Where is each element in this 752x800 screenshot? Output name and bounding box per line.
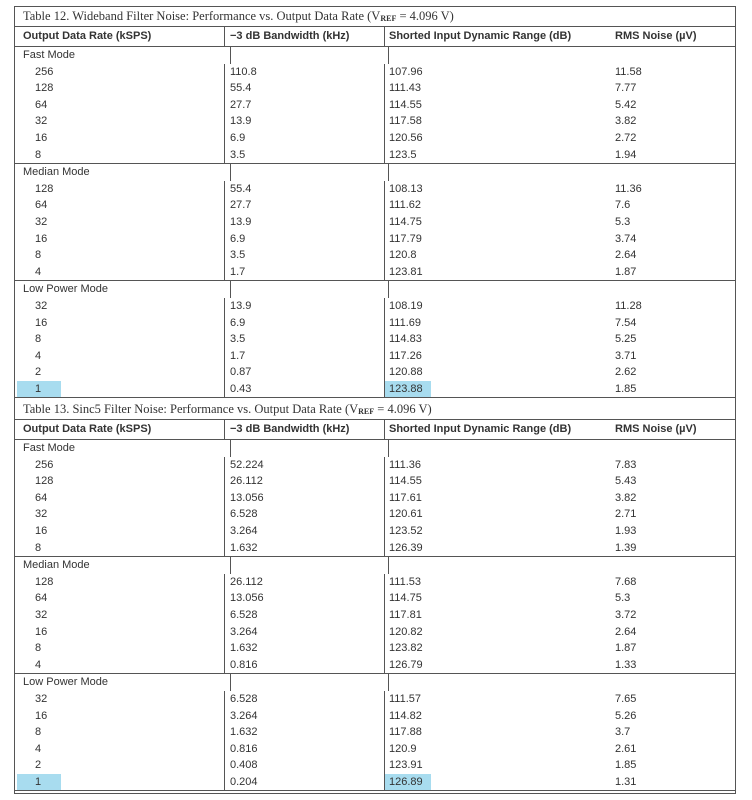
empty-cell: [389, 440, 616, 457]
mode-group: [15, 281, 735, 398]
bandwidth-cell: 6.528: [225, 506, 385, 523]
table-row: [15, 624, 735, 641]
rate-cell: 4: [15, 348, 225, 365]
bandwidth-cell: 6.528: [225, 691, 385, 708]
rate-cell: 8: [15, 247, 225, 264]
rate-cell: 16: [15, 624, 225, 641]
dynamic-range-cell: 123.81: [389, 265, 423, 278]
empty-cell: [389, 557, 616, 574]
mode-label: Fast Mode: [15, 47, 231, 64]
rms-noise-cell: 1.39: [615, 541, 637, 554]
rate-cell: 64: [15, 97, 225, 114]
table-row: [15, 473, 735, 490]
bandwidth-cell: 1.632: [225, 540, 385, 557]
rms-noise-cell: 2.72: [615, 131, 637, 144]
dynamic-range-cell: 123.52: [389, 524, 423, 537]
highlighted-value: 126.89: [385, 774, 431, 791]
rate-cell: 128: [15, 80, 225, 97]
highlighted-value: 1: [17, 774, 61, 791]
rate-cell: 64: [15, 590, 225, 607]
table-row: [15, 348, 735, 365]
rate-cell: 8: [15, 331, 225, 348]
bandwidth-cell: 13.056: [225, 490, 385, 507]
caption-subscript: REF: [358, 407, 375, 416]
bandwidth-cell: 3.5: [225, 331, 385, 348]
rate-cell: 2: [15, 757, 225, 774]
dynamic-range-cell: 126.39: [389, 541, 423, 554]
table-row: [15, 757, 735, 774]
mode-group: [15, 440, 735, 557]
table-row: [15, 607, 735, 624]
rate-cell: 128: [15, 574, 225, 591]
bandwidth-cell: 6.528: [225, 607, 385, 624]
rms-noise-cell: 1.33: [615, 658, 637, 671]
table-row: [15, 80, 735, 97]
empty-cell: [389, 674, 616, 691]
bandwidth-cell: 13.9: [225, 113, 385, 130]
rms-noise-cell: 7.65: [615, 692, 637, 705]
rate-cell: 64: [15, 197, 225, 214]
rms-noise-cell: 2.71: [615, 508, 637, 521]
rms-noise-cell: 3.72: [615, 608, 637, 621]
rms-noise-cell: 11.58: [615, 65, 642, 78]
table-caption: [15, 399, 735, 419]
rms-noise-cell: 3.7: [615, 726, 631, 739]
empty-cell: [389, 281, 616, 298]
rate-cell: 32: [15, 214, 225, 231]
rate-cell: 32: [15, 506, 225, 523]
dynamic-range-cell: 120.9: [389, 742, 417, 755]
bandwidth-cell: 3.5: [225, 247, 385, 264]
dynamic-range-cell: 120.88: [389, 366, 423, 379]
rms-noise-cell: 1.87: [615, 265, 637, 278]
empty-cell: [231, 674, 389, 691]
dynamic-range-cell: 111.62: [389, 199, 422, 212]
mode-label: Median Mode: [15, 164, 231, 181]
dynamic-range-cell: 120.82: [389, 625, 423, 638]
rate-cell: 2: [15, 364, 225, 381]
bandwidth-cell: 0.43: [225, 381, 385, 398]
empty-cell: [617, 164, 735, 181]
rate-cell: 32: [15, 298, 225, 315]
empty-cell: [389, 164, 616, 181]
rate-cell: [15, 774, 225, 791]
table-row: [15, 540, 735, 557]
bandwidth-cell: 0.87: [225, 364, 385, 381]
bandwidth-cell: 3.264: [225, 708, 385, 725]
empty-cell: [617, 557, 735, 574]
bandwidth-cell: 13.9: [225, 214, 385, 231]
caption-suffix: = 4.096 V): [396, 9, 454, 23]
dynamic-range-cell: 114.75: [389, 592, 422, 605]
rms-noise-cell: 7.77: [615, 82, 637, 95]
rms-noise-cell: 1.85: [615, 382, 637, 395]
rms-noise-cell: 5.43: [615, 475, 637, 488]
bandwidth-cell: 1.632: [225, 724, 385, 741]
table-row: [15, 214, 735, 231]
bandwidth-cell: 6.9: [225, 315, 385, 332]
empty-cell: [617, 47, 735, 64]
dynamic-range-cell: 123.91: [389, 759, 423, 772]
rms-noise-cell: 3.82: [615, 115, 637, 128]
rms-noise-cell: 7.83: [615, 458, 637, 471]
rate-cell: 8: [15, 724, 225, 741]
rate-cell: [15, 381, 225, 398]
empty-cell: [617, 440, 735, 457]
dynamic-range-cell: [385, 381, 615, 398]
dynamic-range-cell: 111.36: [389, 458, 422, 471]
caption-text: Table 12. Wideband Filter Noise: Performance vs. Output Data Rate (V: [23, 9, 381, 23]
table-row: [15, 231, 735, 248]
column-header: −3 dB Bandwidth (kHz): [225, 27, 385, 46]
bandwidth-cell: 27.7: [225, 97, 385, 114]
bandwidth-cell: 26.112: [225, 574, 385, 591]
table-row: [15, 113, 735, 130]
rate-cell: 16: [15, 708, 225, 725]
rate-cell: 16: [15, 231, 225, 248]
dynamic-range-cell: 111.69: [389, 316, 422, 329]
table-row: [15, 574, 735, 591]
rms-noise-cell: 7.6: [615, 199, 631, 212]
mode-group: [15, 164, 735, 281]
bandwidth-cell: 55.4: [225, 80, 385, 97]
dynamic-range-cell: 117.58: [389, 115, 422, 128]
dynamic-range-cell: 117.81: [389, 608, 422, 621]
rms-noise-cell: 11.28: [615, 299, 642, 312]
dynamic-range-cell: 117.79: [389, 232, 422, 245]
column-header: Shorted Input Dynamic Range (dB): [389, 423, 572, 435]
table-row: [15, 130, 735, 147]
table-row: [15, 657, 735, 674]
table-row: [15, 181, 735, 198]
rate-cell: 8: [15, 640, 225, 657]
rms-noise-cell: 2.61: [615, 742, 637, 755]
empty-cell: [617, 674, 735, 691]
rms-noise-cell: 2.62: [615, 366, 637, 379]
dynamic-range-cell: 108.13: [389, 182, 423, 195]
empty-cell: [617, 281, 735, 298]
bandwidth-cell: 1.632: [225, 640, 385, 657]
rate-cell: 32: [15, 691, 225, 708]
table-row: [15, 691, 735, 708]
rate-cell: 8: [15, 147, 225, 164]
dynamic-range-cell: 123.82: [389, 642, 423, 655]
dynamic-range-cell: 111.53: [389, 575, 422, 588]
highlighted-value: 1: [17, 381, 61, 398]
table-row: [15, 774, 735, 791]
rate-cell: 4: [15, 741, 225, 758]
table-row: [15, 197, 735, 214]
dynamic-range-cell: 114.83: [389, 333, 422, 346]
table-row: [15, 247, 735, 264]
table-row: [15, 97, 735, 114]
column-header: RMS Noise (µV): [615, 423, 697, 435]
empty-cell: [231, 440, 389, 457]
empty-cell: [389, 47, 616, 64]
rms-noise-cell: 1.93: [615, 524, 637, 537]
rms-noise-cell: 5.3: [615, 215, 631, 228]
rms-noise-cell: 5.42: [615, 98, 637, 111]
rms-noise-cell: 5.3: [615, 592, 631, 605]
table-row: [15, 364, 735, 381]
rms-noise-cell: 7.54: [615, 316, 637, 329]
rate-cell: 16: [15, 523, 225, 540]
table-row: [15, 490, 735, 507]
rate-cell: 32: [15, 113, 225, 130]
table-row: [15, 724, 735, 741]
table-row: [15, 708, 735, 725]
empty-cell: [231, 164, 389, 181]
rate-cell: 128: [15, 473, 225, 490]
table-row: [15, 298, 735, 315]
bandwidth-cell: 6.9: [225, 231, 385, 248]
dynamic-range-cell: 108.19: [389, 299, 423, 312]
table-row: [15, 506, 735, 523]
table-row: [15, 147, 735, 164]
column-header: Output Data Rate (kSPS): [15, 27, 225, 46]
empty-cell: [231, 557, 389, 574]
bandwidth-cell: 0.408: [225, 757, 385, 774]
bandwidth-cell: 3.264: [225, 523, 385, 540]
bandwidth-cell: 0.204: [225, 774, 385, 791]
rms-noise-cell: 1.94: [615, 148, 637, 161]
table-row: [15, 331, 735, 348]
dynamic-range-cell: 117.88: [389, 726, 422, 739]
bandwidth-cell: 0.816: [225, 657, 385, 674]
table-row: [15, 381, 735, 398]
empty-cell: [231, 47, 389, 64]
table-row: [15, 457, 735, 474]
rms-noise-cell: 5.26: [615, 709, 637, 722]
dynamic-range-cell: [385, 774, 615, 791]
table-row: [15, 741, 735, 758]
caption-suffix: = 4.096 V): [374, 402, 432, 416]
rms-noise-cell: 1.85: [615, 759, 637, 772]
bandwidth-cell: 1.7: [225, 348, 385, 365]
bandwidth-cell: 3.264: [225, 624, 385, 641]
table-header-row: [15, 419, 735, 440]
mode-group: [15, 47, 735, 164]
bandwidth-cell: 0.816: [225, 741, 385, 758]
column-header: Output Data Rate (kSPS): [15, 420, 225, 439]
table-row: [15, 264, 735, 281]
rate-cell: 32: [15, 607, 225, 624]
column-header: Shorted Input Dynamic Range (dB): [389, 30, 572, 42]
rms-noise-cell: 3.74: [615, 232, 637, 245]
rate-cell: 256: [15, 64, 225, 81]
rate-cell: 16: [15, 130, 225, 147]
dynamic-range-cell: 117.26: [389, 349, 422, 362]
table-row: [15, 640, 735, 657]
dynamic-range-cell: 126.79: [389, 658, 423, 671]
dynamic-range-cell: 117.61: [389, 491, 422, 504]
table-row: [15, 64, 735, 81]
table-row: [15, 315, 735, 332]
dynamic-range-cell: 107.96: [389, 65, 423, 78]
dynamic-range-cell: 120.8: [389, 249, 417, 262]
rms-noise-cell: 1.87: [615, 642, 637, 655]
rms-noise-cell: 1.31: [615, 775, 637, 788]
rate-cell: 64: [15, 490, 225, 507]
caption-text: Table 13. Sinc5 Filter Noise: Performance vs. Output Data Rate (V: [23, 402, 359, 416]
rms-noise-cell: 11.36: [615, 182, 642, 195]
bandwidth-cell: 26.112: [225, 473, 385, 490]
mode-group: [15, 674, 735, 791]
rate-cell: 4: [15, 657, 225, 674]
bandwidth-cell: 52.224: [225, 457, 385, 474]
bandwidth-cell: 3.5: [225, 147, 385, 164]
dynamic-range-cell: 123.5: [389, 148, 417, 161]
column-header: RMS Noise (µV): [615, 30, 697, 42]
rms-noise-cell: 7.68: [615, 575, 637, 588]
dynamic-range-cell: 114.55: [389, 98, 422, 111]
bandwidth-cell: 55.4: [225, 181, 385, 198]
rms-noise-cell: 2.64: [615, 625, 637, 638]
rate-cell: 8: [15, 540, 225, 557]
rate-cell: 128: [15, 181, 225, 198]
mode-group: [15, 557, 735, 674]
dynamic-range-cell: 114.55: [389, 475, 422, 488]
bandwidth-cell: 1.7: [225, 264, 385, 281]
rms-noise-cell: 2.64: [615, 249, 637, 262]
dynamic-range-cell: 120.61: [389, 508, 423, 521]
highlighted-value: 123.88: [385, 381, 431, 398]
bandwidth-cell: 13.9: [225, 298, 385, 315]
rms-noise-cell: 3.82: [615, 491, 637, 504]
column-header: −3 dB Bandwidth (kHz): [225, 420, 385, 439]
empty-cell: [231, 281, 389, 298]
rms-noise-cell: 5.25: [615, 333, 637, 346]
mode-label: Low Power Mode: [15, 281, 231, 298]
table-caption: [15, 6, 735, 26]
bandwidth-cell: 6.9: [225, 130, 385, 147]
bandwidth-cell: 27.7: [225, 197, 385, 214]
mode-label: Median Mode: [15, 557, 231, 574]
bandwidth-cell: 110.8: [225, 64, 385, 81]
mode-label: Fast Mode: [15, 440, 231, 457]
caption-subscript: REF: [380, 14, 397, 23]
table-header-row: [15, 26, 735, 47]
noise-table-13: [15, 399, 735, 791]
bandwidth-cell: 13.056: [225, 590, 385, 607]
rate-cell: 256: [15, 457, 225, 474]
dynamic-range-cell: 120.56: [389, 131, 423, 144]
table-row: [15, 523, 735, 540]
noise-table-12: [15, 6, 735, 398]
dynamic-range-cell: 114.82: [389, 709, 422, 722]
rate-cell: 4: [15, 264, 225, 281]
dynamic-range-cell: 111.43: [389, 82, 422, 95]
rate-cell: 16: [15, 315, 225, 332]
dynamic-range-cell: 114.75: [389, 215, 422, 228]
rms-noise-cell: 3.71: [615, 349, 637, 362]
table-row: [15, 590, 735, 607]
mode-label: Low Power Mode: [15, 674, 231, 691]
dynamic-range-cell: 111.57: [389, 692, 422, 705]
